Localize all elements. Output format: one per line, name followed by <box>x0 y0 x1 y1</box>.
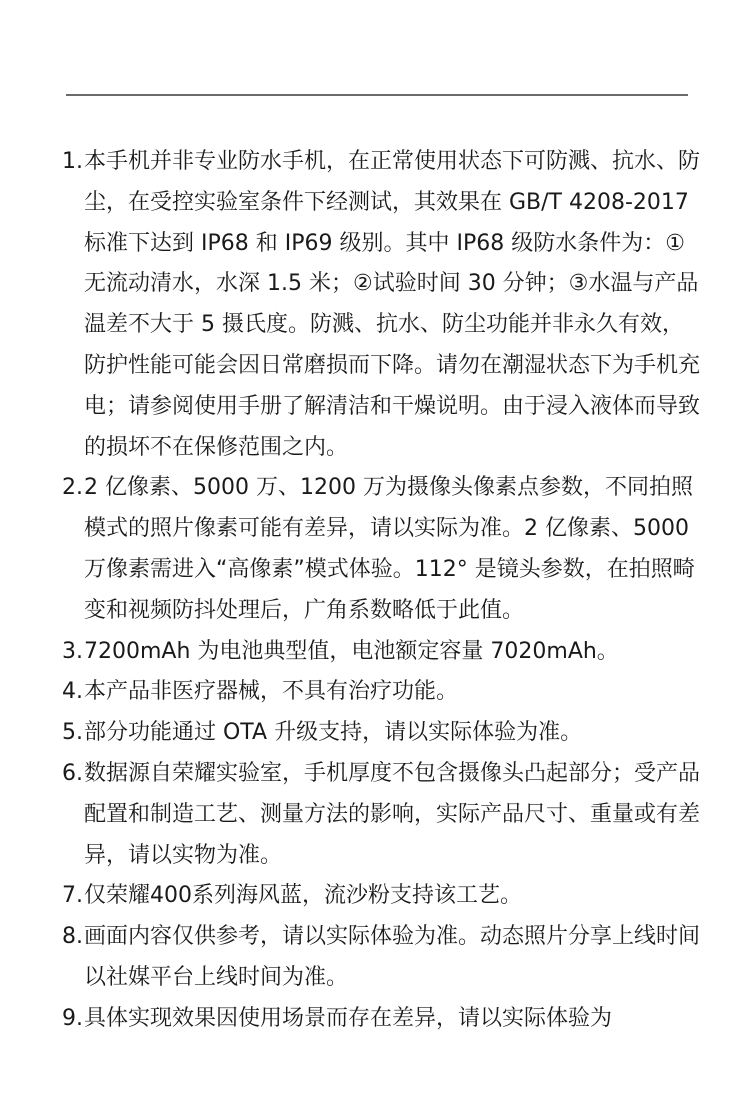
note-item <box>62 876 702 917</box>
note-number: 1. <box>62 149 83 174</box>
top-divider <box>66 94 688 96</box>
note-text: 画面内容仅供参考，请以实际体验为准。动态照片分享上线时间以社媒平台上线时间为准。 <box>84 924 701 990</box>
note-item <box>62 142 702 468</box>
disclaimer-notes-list <box>62 142 702 1040</box>
note-number: 5. <box>62 720 83 746</box>
note-number: 9. <box>62 1005 83 1031</box>
note-text: 本产品非医疗器械，不具有治疗功能。 <box>84 679 459 705</box>
note-number: 6. <box>62 760 83 786</box>
note-text: 数据源自荣耀实验室，手机厚度不包含摄像头凸起部分；受产品配置和制造工艺、测量方法的影响，实际产品尺寸、重量或有差异，请以实物为准。 <box>84 760 701 868</box>
note-item <box>62 999 702 1040</box>
note-number: 3. <box>62 638 83 664</box>
note-number: 4. <box>62 679 83 705</box>
note-item <box>62 713 702 754</box>
note-item <box>62 632 702 673</box>
note-text: 本手机并非专业防水手机，在正常使用状态下可防溅、抗水、防尘，在受控实验室条件下经测试，其效果在 GB/T 4208-2017 标准下达到 IP68 和 IP69 级别。其中 IP68 级防水条件为：①无流动清水，水深 1.5 米；②试验时间 30 分钟；③水温与产品温差不大于 5 摄氏度。防溅、抗水、防尘功能并非永久有效，防护性能可能会因日常磨损而下降。请勿在潮湿状态下为手机充电；请参阅使用手册了解清洁和干燥说明。由于浸入液体而导致的损坏不在保修范围之内。 <box>84 149 701 460</box>
note-item <box>62 468 702 631</box>
note-item <box>62 917 702 999</box>
note-number: 8. <box>62 924 83 950</box>
note-text: 部分功能通过 OTA 升级支持，请以实际体验为准。 <box>84 720 583 746</box>
note-text: 仅荣耀400系列海风蓝，流沙粉支持该工艺。 <box>84 883 522 909</box>
note-number: 2. <box>62 475 83 501</box>
note-text: 具体实现效果因使用场景而存在差异，请以实际体验为 <box>84 1005 613 1031</box>
note-text: 7200mAh 为电池典型值，电池额定容量 7020mAh。 <box>84 638 619 664</box>
note-number: 7. <box>62 883 83 909</box>
note-item <box>62 672 702 713</box>
note-text: 2 亿像素、5000 万、1200 万为摄像头像素点参数，不同拍照模式的照片像素可能有差异，请以实际为准。2 亿像素、5000 万像素需进入“高像素”模式体验。112° 是镜头参数，在拍照畸变和视频防抖处理后，广角系数略低于此值。 <box>84 475 695 623</box>
note-item <box>62 754 702 876</box>
